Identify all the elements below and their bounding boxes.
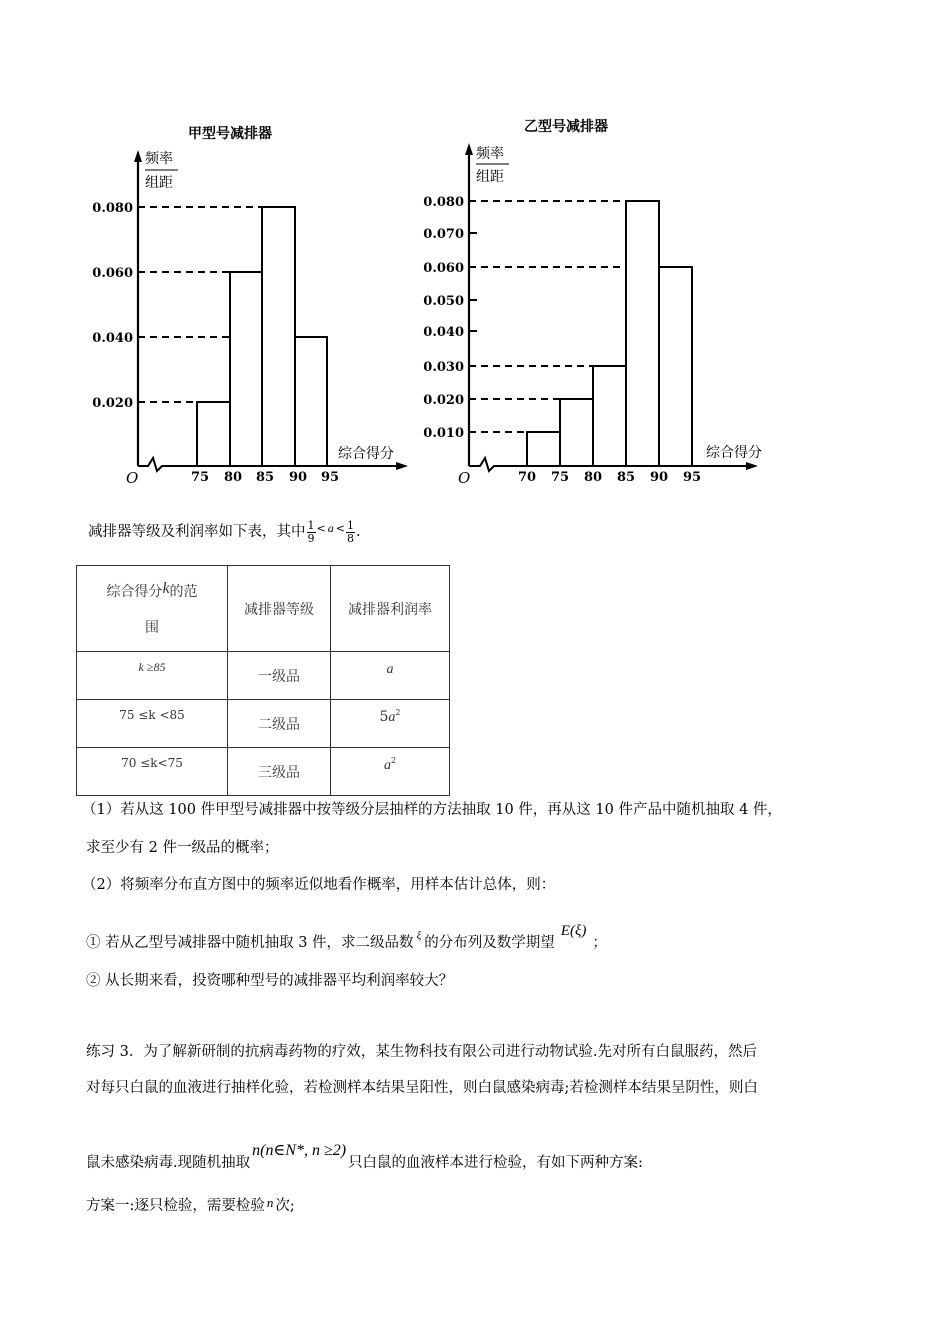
x-tick-label: 70	[517, 470, 537, 485]
exercise-3-line-1: 练习 3．为了解新研制的抗病毒药物的疗效，某生物科技有限公司进行动物试验.先对所有白鼠服药，然后	[86, 1044, 757, 1060]
table-row	[77, 748, 450, 796]
y-tick-label: 0.030	[423, 360, 464, 375]
range-cell	[77, 700, 228, 748]
rate-var: a	[388, 710, 396, 725]
ex3-text: 只白鼠的血液样本进行检验，有如下两种方案:	[348, 1155, 643, 1171]
y-tick-label: 0.080	[423, 195, 464, 210]
rate-coef: 5	[379, 709, 389, 725]
period: .	[355, 524, 361, 540]
q2-1-text: ① 若从乙型号减排器中随机抽取 3 件，求二级品数	[86, 935, 414, 951]
frac-num: 1	[307, 518, 315, 532]
expectation-E-xi: E(ξ)	[560, 923, 587, 939]
y-tick-label: 0.070	[423, 227, 464, 242]
origin-label: O	[458, 469, 471, 487]
header-grade: 减排器等级	[228, 566, 331, 652]
y-tick-label: 0.020	[92, 396, 133, 411]
y-tick-label: 0.040	[92, 331, 133, 346]
q2-1-text: 的分布列及数学期望	[424, 935, 555, 951]
x-axis-arrow-icon	[746, 462, 758, 470]
origin-label: O	[126, 469, 139, 487]
x-tick-label: 75	[190, 470, 210, 485]
table-header-row	[77, 566, 450, 652]
rate-cell	[331, 748, 450, 796]
header-text: 围	[145, 620, 159, 636]
ex3-text: 鼠未感染病毒.现随机抽取	[86, 1155, 251, 1171]
exercise-3-line-4	[86, 1193, 295, 1216]
y-tick-label: 0.060	[423, 261, 464, 276]
fraction-one-eighth	[346, 520, 355, 545]
frac-den: 9	[307, 531, 315, 545]
rate-exp: 2	[390, 756, 397, 765]
x-tick-label: 85	[616, 470, 636, 485]
histogram-chart-yi	[410, 0, 800, 500]
range-text: 75 ≤k <85	[119, 708, 185, 722]
header-text: 综合得分	[106, 584, 163, 600]
range-text: k ≥85	[138, 660, 166, 674]
header-profit-rate: 减排器利润率	[331, 566, 450, 652]
y-tick-label: 0.060	[92, 266, 133, 281]
var-n: n	[266, 1195, 274, 1210]
rate-exp: 2	[395, 708, 401, 717]
chart-title: 乙型号减排器	[524, 119, 608, 135]
frac-den: 8	[346, 531, 354, 545]
grade-cell: 二级品	[228, 700, 331, 748]
x-tick-label: 90	[649, 470, 669, 485]
grade-cell: 一级品	[228, 652, 331, 700]
var-a: a	[327, 521, 334, 535]
ex3-text: 方案一:逐只检验，需要检验	[86, 1198, 265, 1214]
math-n-condition: n(n∈N*, n ≥2)	[252, 1142, 347, 1159]
intro-line	[88, 518, 361, 545]
q2-1-text: ；	[592, 935, 607, 951]
grade-cell: 三级品	[228, 748, 331, 796]
range-cell	[77, 748, 228, 796]
x-tick-label: 85	[255, 470, 275, 485]
y-axis-arrow-icon	[465, 143, 473, 155]
y-tick-label: 0.050	[423, 294, 464, 309]
y-tick-label: 0.040	[423, 325, 464, 340]
x-axis-label: 综合得分	[706, 445, 762, 461]
y-axis-label-bottom: 组距	[145, 175, 173, 191]
rate-cell	[331, 652, 450, 700]
header-score-range	[77, 566, 228, 652]
x-tick-label: 80	[583, 470, 603, 485]
y-axis-label-bottom: 组距	[476, 169, 504, 185]
chart-title: 甲型号减排器	[188, 126, 272, 142]
x-tick-label: 80	[223, 470, 243, 485]
y-axis-arrow-icon	[134, 150, 142, 162]
histogram-chart-jia	[0, 0, 420, 500]
y-tick-label: 0.080	[92, 201, 133, 216]
histogram-bars	[527, 201, 692, 466]
fraction-one-ninth	[307, 520, 316, 545]
frac-num: 1	[346, 518, 354, 532]
x-tick-label: 95	[682, 470, 702, 485]
rate-var: a	[386, 662, 394, 677]
y-axis-label-top: 频率	[145, 151, 173, 167]
rate-cell	[331, 700, 450, 748]
x-axis-arrow-icon	[396, 462, 408, 470]
question-2-part-1	[86, 921, 607, 953]
exercise-3-line-2: 对每只白鼠的血液进行抽样化验，若检测样本结果呈阳性，则白鼠感染病毒;若检测样本结果呈阴性，则白	[86, 1080, 758, 1096]
question-2-part-2: ② 从长期来看，投资哪种型号的减排器平均利润率较大？	[86, 973, 454, 989]
table-row	[77, 700, 450, 748]
table-row	[77, 652, 450, 700]
intro-text: 减排器等级及利润率如下表，其中	[88, 524, 306, 540]
x-tick-label: 90	[288, 470, 308, 485]
lt-sign: <	[335, 522, 345, 535]
question-2: （2）将频率分布直方图中的频率近似地看作概率，用样本估计总体，则：	[82, 877, 556, 893]
rate-var: a	[383, 758, 391, 773]
var-xi: ξ	[416, 930, 422, 942]
exercise-3-line-3	[86, 1141, 643, 1173]
grade-profit-table	[76, 565, 450, 796]
y-tick-label: 0.020	[423, 393, 464, 408]
range-cell	[77, 652, 228, 700]
y-tick-label: 0.010	[423, 426, 464, 441]
x-tick-label: 75	[550, 470, 570, 485]
x-tick-label: 95	[320, 470, 340, 485]
question-1-line-2: 求至少有 2 件一级品的概率；	[86, 840, 279, 856]
lt-sign: <	[316, 522, 326, 535]
y-axis-label-top: 频率	[476, 146, 504, 162]
x-axis-label: 综合得分	[338, 446, 394, 462]
ex3-text: 次;	[275, 1198, 295, 1214]
range-text: 70 ≤k<75	[121, 756, 183, 770]
question-1-line-1: （1）若从这 100 件甲型号减排器中按等级分层抽样的方法抽取 10 件，再从这 10 件产品中随机抽取 4 件，	[82, 802, 782, 818]
var-k: k	[162, 580, 170, 597]
header-text: 的范	[169, 584, 198, 600]
